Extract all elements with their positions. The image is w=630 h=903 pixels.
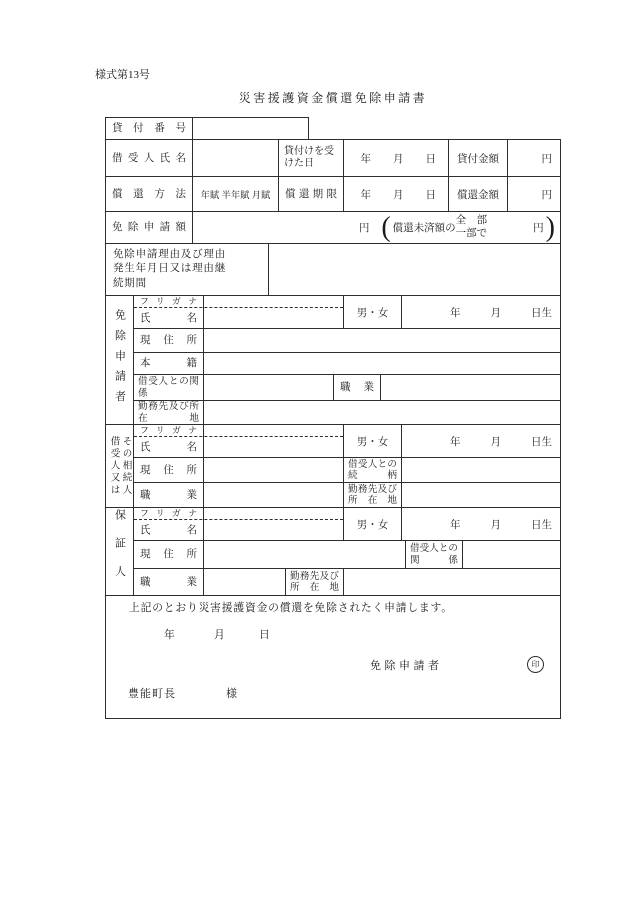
guarantor-side-label: 保証人	[105, 507, 134, 596]
applicant-birthdate-placeholder	[401, 295, 561, 329]
applicant-domicile-field	[203, 352, 561, 375]
declaration-text: 上記のとおり災害援護資金の償還を免除されたく申請します。	[129, 602, 453, 614]
guarantor-workplace-field	[343, 568, 561, 596]
page-title: 災害援護資金償還免除申請書	[238, 91, 428, 105]
option-all: 全 部	[455, 215, 488, 226]
furigana-divider	[134, 307, 343, 308]
guarantor-name-label: フリガナ 氏名	[133, 507, 204, 541]
open-paren: (	[381, 211, 391, 243]
addressee: 豊能町長	[128, 688, 176, 700]
applicant-workplace-field	[203, 400, 561, 425]
day-unit: 日	[425, 153, 436, 165]
birthday-unit: 日生	[531, 307, 552, 319]
heir-furigana-label: フリガナ	[140, 425, 197, 435]
applicant-name-field	[203, 295, 344, 329]
form-number: 様式第13号	[95, 69, 150, 81]
applicant-relation-label: 借受人との関係	[133, 374, 204, 401]
year-unit: 年	[450, 519, 461, 531]
yen-unit: 円	[533, 223, 544, 234]
applicant-name-label: フリガナ 氏名	[133, 295, 204, 329]
addressee-line	[128, 685, 238, 701]
heir-workplace-field	[401, 482, 561, 508]
month-unit: 月	[393, 189, 404, 201]
exemption-amount-label: 免除申請額	[105, 211, 193, 244]
reason-label: 免除申請理由及び理由発生年月日又は理由継続期間	[105, 243, 269, 296]
guarantor-workplace-label: 勤務先及び所在地	[285, 568, 344, 596]
year-unit: 年	[450, 307, 461, 319]
footer-applicant-label: 免除申請者	[370, 660, 443, 672]
applicant-furigana-label: フリガナ	[140, 296, 197, 306]
close-paren: )	[545, 211, 555, 243]
furigana-divider	[134, 519, 343, 520]
loan-amount-unit: 円	[507, 139, 561, 177]
applicant-relation-field	[203, 374, 334, 401]
borrower-name-label: 借受人氏名	[105, 139, 193, 177]
exemption-amount-note	[193, 212, 560, 243]
heir-side-label-right: その相続人	[120, 435, 132, 497]
month-unit: 月	[393, 153, 404, 165]
guarantor-birthdate-placeholder	[401, 507, 561, 541]
repayment-method-label: 償還方法	[105, 176, 193, 212]
heir-sex-options: 男・女	[343, 424, 402, 458]
exemption-amount-field	[192, 211, 561, 244]
birthday-unit: 日生	[531, 436, 552, 448]
heir-kinship-field	[401, 457, 561, 483]
furigana-divider	[134, 436, 343, 437]
yen-unit: 円	[358, 223, 370, 234]
applicant-sex-options: 男・女	[343, 295, 402, 329]
applicant-address-label: 現住所	[133, 328, 204, 353]
guarantor-relation-field	[462, 540, 561, 569]
loan-number-label: 貸付番号	[105, 117, 193, 140]
footer-block	[105, 595, 561, 719]
footer-year-unit: 年	[164, 629, 175, 641]
guarantor-relation-label: 借受人との関係	[405, 540, 463, 569]
all-or-part-options	[456, 215, 488, 240]
year-unit: 年	[450, 436, 461, 448]
seal-icon: 印	[527, 656, 544, 673]
guarantor-sex-options: 男・女	[343, 507, 402, 541]
month-unit: 月	[490, 519, 501, 531]
heir-side-label	[105, 424, 134, 508]
heir-kinship-label: 借受人との続柄	[343, 457, 402, 483]
guarantor-address-label: 現住所	[133, 540, 204, 569]
applicant-side-label: 免除申請者	[105, 295, 134, 425]
applicant-address-field	[203, 328, 561, 353]
birthday-unit: 日生	[531, 519, 552, 531]
applicant-workplace-label: 勤務先及び所在地	[133, 400, 204, 425]
loan-date-placeholder	[343, 139, 449, 177]
year-unit: 年	[360, 153, 371, 165]
footer-day-unit: 日	[259, 629, 270, 641]
repayment-deadline-label: 償還期限	[278, 176, 344, 212]
heir-birthdate-placeholder	[401, 424, 561, 458]
borrower-name-field	[192, 139, 279, 177]
guarantor-furigana-label: フリガナ	[140, 508, 197, 518]
heir-name-field	[203, 424, 344, 458]
repayment-method-options: 年賦 半年賦 月賦	[192, 176, 279, 212]
reason-field	[268, 243, 561, 296]
month-unit: 月	[490, 307, 501, 319]
unpaid-balance-text: 償還未済額の	[392, 223, 456, 234]
heir-address-field	[203, 457, 344, 483]
loan-number-field	[192, 117, 309, 140]
guarantor-occupation-field	[203, 568, 286, 596]
month-unit: 月	[490, 436, 501, 448]
heir-occupation-label: 職業	[133, 482, 204, 508]
applicant-occupation-field	[380, 374, 561, 401]
year-unit: 年	[360, 189, 371, 201]
day-unit: 日	[425, 189, 436, 201]
guarantor-address-field	[203, 540, 406, 569]
heir-side-label-left: 借受人又は	[108, 435, 120, 497]
heir-address-label: 現住所	[133, 457, 204, 483]
repayment-amount-unit: 円	[507, 176, 561, 212]
heir-occupation-field	[203, 482, 344, 508]
guarantor-occupation-label: 職業	[133, 568, 204, 596]
option-part: 一部で	[455, 227, 488, 239]
heir-workplace-label: 勤務先及び所在地	[343, 482, 402, 508]
applicant-occupation-label: 職業	[333, 374, 381, 401]
repayment-deadline-placeholder	[343, 176, 449, 212]
heir-name-label: フリガナ 氏名	[133, 424, 204, 458]
loan-amount-label: 貸付金額	[448, 139, 508, 177]
repayment-amount-label: 償還金額	[448, 176, 508, 212]
footer-month-unit: 月	[214, 629, 225, 641]
honorific: 様	[226, 688, 238, 700]
applicant-domicile-label: 本籍	[133, 352, 204, 375]
loan-date-label: 貸付けを受けた日	[278, 139, 344, 177]
guarantor-name-field	[203, 507, 344, 541]
